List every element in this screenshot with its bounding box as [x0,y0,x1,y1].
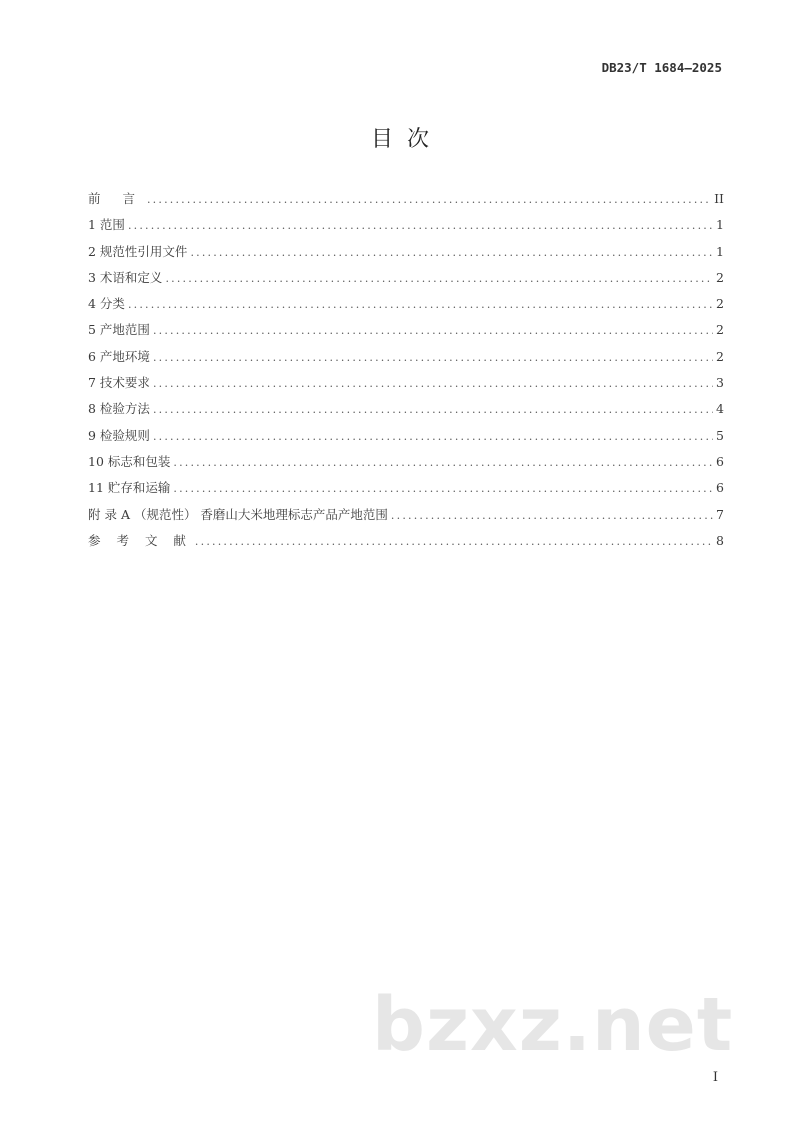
toc-leader [173,476,713,502]
toc-leader [153,371,713,397]
toc-leader [153,345,713,371]
toc-page-number: 7 [716,506,724,522]
toc-label: 1 范围 [88,217,125,233]
toc-leader [165,266,713,292]
toc-entry-origin-area[interactable] [88,317,724,343]
toc-entry-inspection-rules[interactable] [88,423,724,449]
toc-page-number: 3 [716,375,724,391]
toc-leader [153,424,713,450]
toc-page-number: 2 [716,269,724,285]
toc-entry-classification[interactable] [88,291,724,317]
toc-entry-origin-environment[interactable] [88,344,724,370]
toc-leader [391,503,713,529]
toc-entry-terms[interactable] [88,265,724,291]
toc-page-number: 8 [716,532,724,548]
table-of-contents [88,186,724,554]
toc-label: 9 检验规则 [88,427,150,443]
toc-page-number: 6 [716,453,724,469]
toc-label: 5 产地范围 [88,322,150,338]
toc-entry-technical-requirements[interactable] [88,370,724,396]
toc-leader [190,240,713,266]
toc-leader [128,292,713,318]
toc-page-number: 6 [716,480,724,496]
toc-entry-scope[interactable] [88,212,724,238]
toc-label: 3 术语和定义 [88,269,163,285]
toc-leader [195,529,713,555]
toc-leader [147,187,711,213]
toc-page-number: 1 [716,217,724,233]
toc-label: 8 检验方法 [88,401,150,417]
toc-label: 参 考 文 献 [88,532,192,548]
toc-entry-test-methods[interactable] [88,396,724,422]
toc-entry-preface[interactable] [88,186,724,212]
toc-entry-storage-transport[interactable] [88,475,724,501]
toc-label: 前 言 [88,191,144,206]
toc-page-number: II [714,191,724,206]
toc-label: 6 产地环境 [88,348,150,364]
toc-label: 11 贮存和运输 [88,480,171,496]
toc-entry-normative-references[interactable] [88,239,724,265]
toc-label: 7 技术要求 [88,375,150,391]
toc-label: 2 规范性引用文件 [88,243,188,259]
watermark: bzxz.net [372,982,734,1068]
toc-leader [173,450,713,476]
toc-entry-appendix-a[interactable] [88,502,724,528]
toc-entry-marking-packaging[interactable] [88,449,724,475]
toc-page-number: 2 [716,296,724,312]
toc-leader [128,213,713,239]
page-number: I [712,1070,718,1085]
toc-page-number: 2 [716,348,724,364]
toc-label: 附 录 A （规范性） 香磨山大米地理标志产品产地范围 [88,506,388,522]
page-title: 目次 [370,127,443,152]
toc-page-number: 2 [716,322,724,338]
toc-leader [153,318,713,344]
toc-page-number: 1 [716,243,724,259]
standard-code: DB23/T 1684—2025 [601,60,722,75]
toc-leader [153,397,713,423]
toc-page-number: 4 [716,401,724,417]
toc-label: 4 分类 [88,296,125,312]
toc-label: 10 标志和包装 [88,453,171,469]
toc-entry-bibliography[interactable] [88,528,724,554]
toc-page-number: 5 [716,427,724,443]
